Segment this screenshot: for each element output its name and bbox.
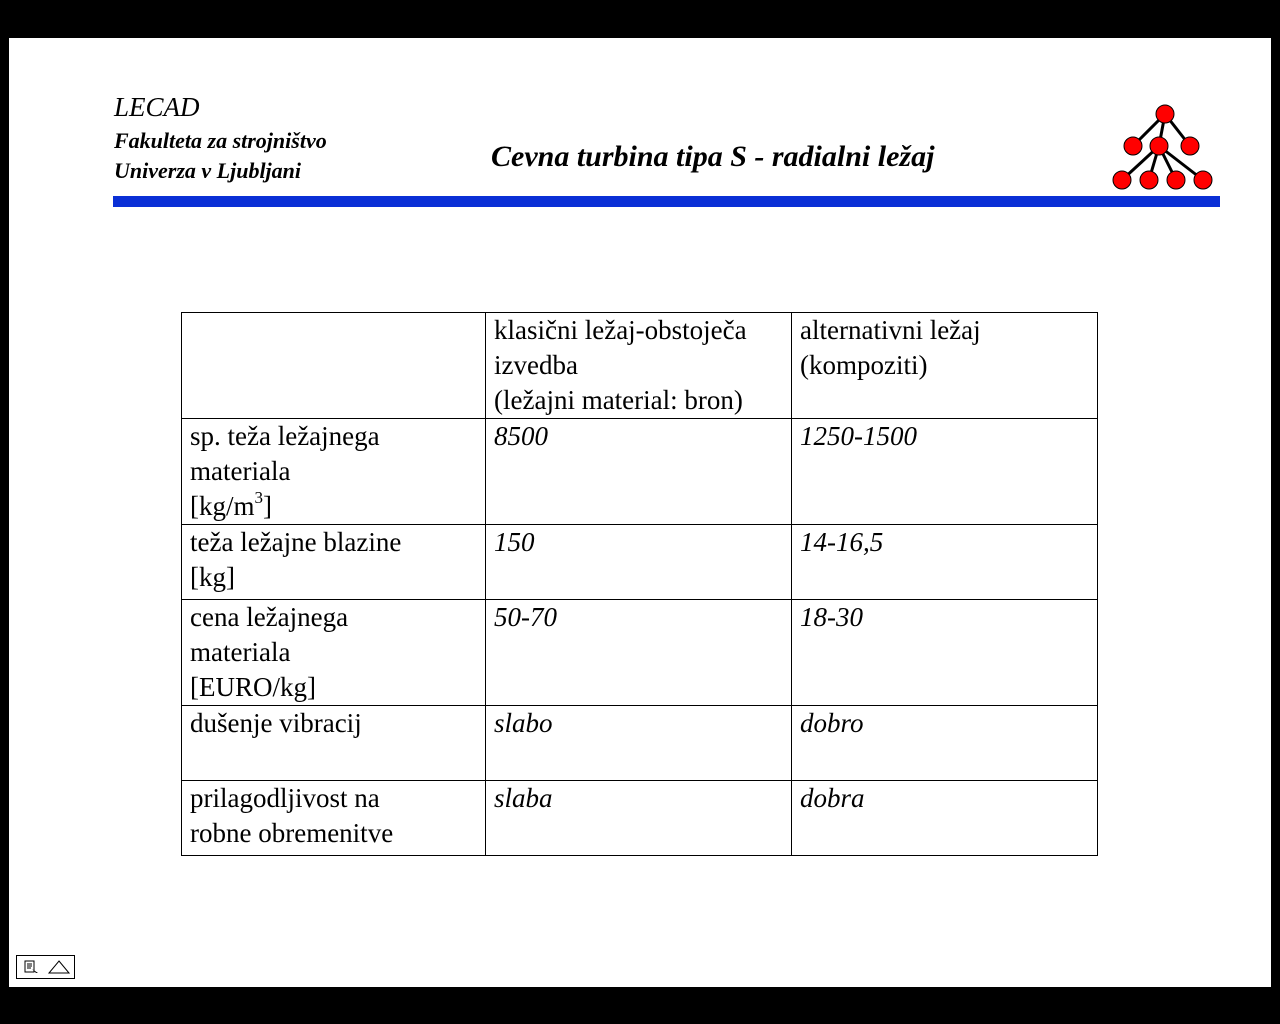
unit-text: [kg/m — [190, 491, 255, 521]
header-cell-empty — [182, 313, 486, 419]
tree-network-icon — [1109, 102, 1229, 194]
notes-icon — [23, 960, 39, 974]
org-name: LECAD — [114, 92, 200, 122]
classic-value: slaba — [486, 781, 792, 856]
classic-value: 8500 — [486, 419, 792, 525]
row-label-line: materiala — [190, 637, 291, 667]
row-label — [182, 600, 486, 706]
comparison-table — [181, 312, 1098, 856]
header-cell-classic — [486, 313, 792, 419]
table-header-row — [182, 313, 1098, 419]
table-row — [182, 781, 1098, 856]
row-label — [182, 706, 486, 781]
row-label-line: cena ležajnega — [190, 602, 349, 632]
row-label — [182, 781, 486, 856]
header-classic-line: klasični ležaj-obstoječa — [494, 315, 747, 345]
row-label-line: dušenje vibracij — [190, 708, 362, 738]
alternative-value: dobra — [792, 781, 1098, 856]
alternative-value: dobro — [792, 706, 1098, 781]
alternative-value: 18-30 — [792, 600, 1098, 706]
row-label-line: prilagodljivost na — [190, 783, 380, 813]
header-classic-line: izvedba — [494, 350, 578, 380]
previous-slide-button[interactable] — [45, 956, 73, 978]
classic-value: 150 — [486, 525, 792, 600]
row-label-line: materiala — [190, 456, 291, 486]
table-row — [182, 600, 1098, 706]
header-alternative-line: (kompoziti) — [800, 350, 928, 380]
org-university: Univerza v Ljubljani — [114, 158, 302, 183]
org-faculty: Fakulteta za strojništvo — [114, 128, 327, 153]
unit-bracket: ] — [263, 491, 272, 521]
slide-nav-toolbar — [16, 955, 75, 979]
row-label-line: teža ležajne blazine — [190, 527, 402, 557]
row-label-line: [kg] — [190, 562, 235, 592]
classic-value: slabo — [486, 706, 792, 781]
row-label-line: robne obremenitve — [190, 818, 394, 848]
header-rule — [113, 196, 1220, 207]
slide — [9, 38, 1271, 987]
row-label — [182, 525, 486, 600]
alternative-value: 14-16,5 — [792, 525, 1098, 600]
row-label — [182, 419, 486, 525]
notes-button[interactable] — [17, 956, 45, 978]
row-label-line: sp. teža ležajnega — [190, 421, 380, 451]
header-classic-line: (ležajni material: bron) — [494, 385, 743, 415]
slide-title: Cevna turbina tipa S - radialni ležaj — [491, 140, 935, 173]
table-row — [182, 419, 1098, 525]
classic-value: 50-70 — [486, 600, 792, 706]
unit-superscript: 3 — [254, 488, 263, 507]
header-alternative-line: alternativni ležaj — [800, 315, 981, 345]
table-row — [182, 525, 1098, 600]
header-cell-alternative — [792, 313, 1098, 419]
alternative-value: 1250-1500 — [792, 419, 1098, 525]
triangle-up-icon — [47, 959, 71, 975]
table-row — [182, 706, 1098, 781]
row-label-line: [EURO/kg] — [190, 672, 316, 702]
row-label-line — [190, 489, 477, 524]
